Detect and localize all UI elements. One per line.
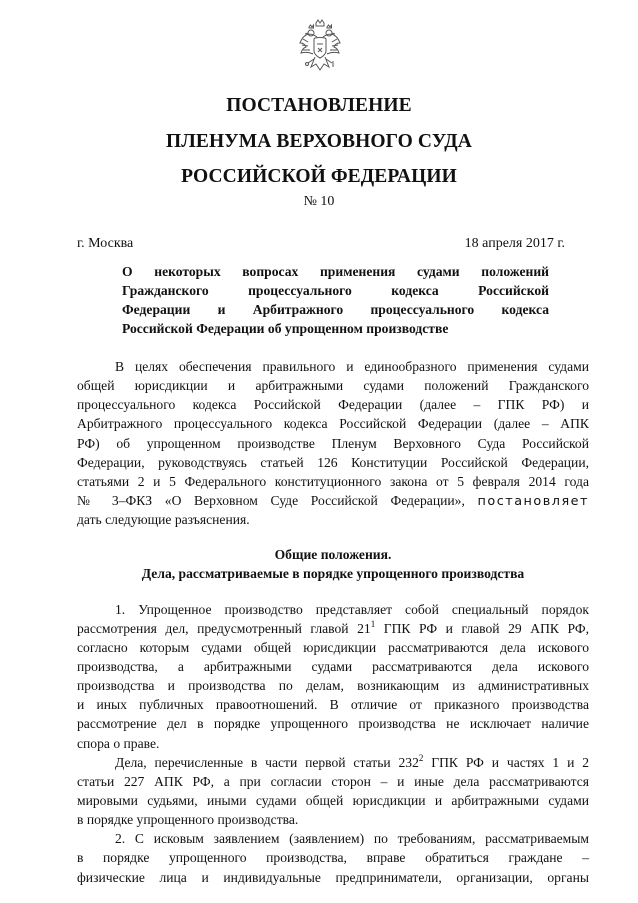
title-line-3: РОССИЙСКОЙ ФЕДЕРАЦИИ <box>181 166 457 187</box>
preamble-line <box>77 491 589 510</box>
preamble-line: Арбитражного процессуального кодекса Российской Федерации (далее – АПК <box>77 416 589 432</box>
paragraph-text: Дела, перечисленные в части первой статьи 232 <box>115 754 419 770</box>
preamble-line: общей юрисдикции и арбитражными судами положений Гражданского <box>77 378 589 394</box>
resolves-word: постановляет <box>477 493 589 509</box>
coat-of-arms-emblem <box>297 17 343 77</box>
subject-line: Федерации и Арбитражного процессуального кодекса <box>122 302 549 317</box>
superscript: 2 <box>418 752 424 763</box>
paragraph-line: 2. С исковым заявлением (заявлением) по требованиям, рассматриваемым <box>115 831 589 847</box>
paragraph-text: ГПК РФ и главой 29 АПК РФ, <box>375 620 589 636</box>
paragraph-line: мировыми судьями, иными судами общей юрисдикции и арбитражными судами <box>77 792 589 808</box>
superscript: 1 <box>370 618 376 629</box>
paragraph-line: производства, а арбитражными судами рассматриваются дела искового <box>77 658 589 674</box>
subject-line: Российской Федерации об упрощенном производстве <box>122 321 449 336</box>
subject-line: Гражданского процессуального кодекса Российской <box>122 283 549 298</box>
section-subheading: Дела, рассматриваемые в порядке упрощенного производства <box>141 566 525 582</box>
preamble-text: № 3–ФКЗ «О Верховном Суде Российской Федерации», <box>77 492 465 508</box>
paragraph-line: производства и производства по делам, возникающим из административных <box>77 678 589 694</box>
preamble-line: дать следующие разъяснения. <box>77 512 250 528</box>
document-body <box>77 357 589 887</box>
title-line-2: ПЛЕНУМА ВЕРХОВНОГО СУДА <box>166 131 472 152</box>
paragraph-line: статьи 227 АПК РФ, а при согласии сторон – и иные дела рассматриваются <box>77 773 589 789</box>
paragraph-line: рассмотрение дел в порядке упрощенного производства не исключает наличие <box>77 716 589 732</box>
section-heading: Общие положения. <box>274 547 392 563</box>
subject-line: О некоторых вопросах применения судами положений <box>122 264 549 279</box>
subject-heading <box>122 262 549 338</box>
preamble-line: РФ) об упрощенном производстве Пленум Верховного Суда Российской <box>77 435 589 451</box>
paragraph-line <box>77 753 589 772</box>
paragraph-line: согласно которым судами общей юрисдикции рассматриваются дела искового <box>77 639 589 655</box>
paragraph-line: 1. Упрощенное производство представляет собой специальный порядок <box>115 601 589 617</box>
paragraph-line <box>77 619 589 638</box>
preamble-line: В целях обеспечения правильного и единообразного применения судами <box>115 359 589 374</box>
paragraph-text: рассмотрения дел, предусмотренный главой 21 <box>77 620 371 636</box>
preamble-line: Федерации, руководствуясь статьей 126 Конституции Российской Федерации, <box>77 454 589 470</box>
title-line-1: ПОСТАНОВЛЕНИЕ <box>226 95 412 116</box>
paragraph-line: физические лица и индивидуальные предприниматели, организации, органы <box>77 869 589 885</box>
date: 18 апреля 2017 г. <box>464 236 565 251</box>
paragraph-line: и иных публичных правоотношений. В отличие от приказного производства <box>77 697 589 713</box>
preamble-line: процессуального кодекса Российской Федерации (далее – ГПК РФ) и <box>77 397 589 413</box>
preamble-line: статьями 2 и 5 Федерального конституционного закона от 5 февраля 2014 года <box>77 473 589 489</box>
paragraph-line: в порядке упрощенного производства. <box>77 812 299 828</box>
city: г. Москва <box>77 236 134 251</box>
paragraph-line: спора о праве. <box>77 735 160 751</box>
paragraph-text: ГПК РФ и частях 1 и 2 <box>423 754 589 770</box>
paragraph-line: в порядке упрощенного производства, вправе обратиться граждане – <box>77 850 589 866</box>
resolution-number: № 10 <box>303 194 335 209</box>
